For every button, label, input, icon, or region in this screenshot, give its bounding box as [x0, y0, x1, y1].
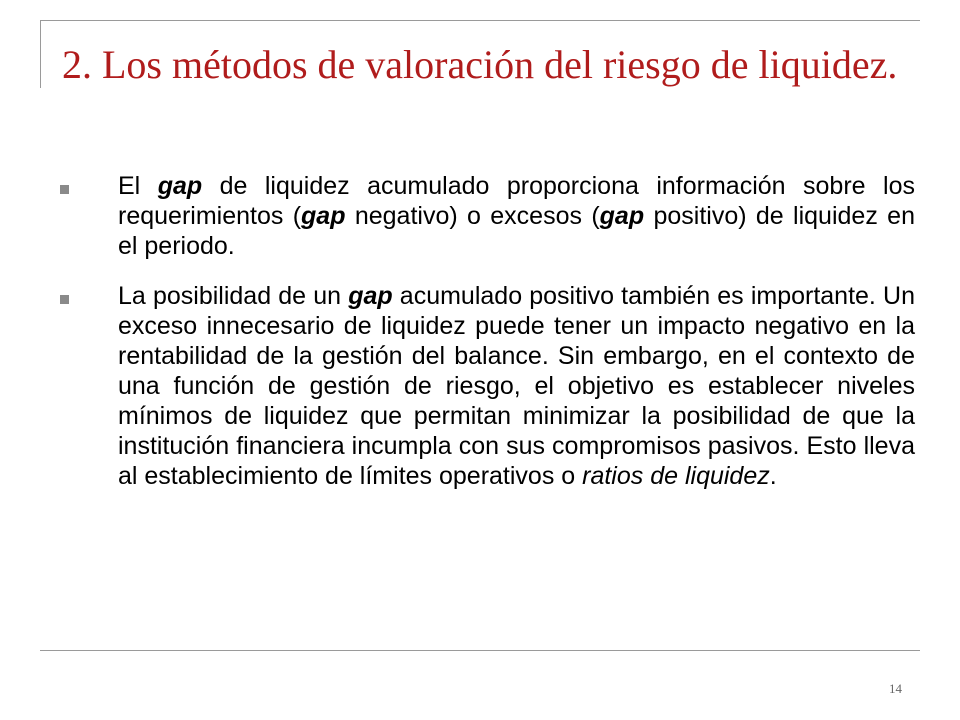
- bullet-list: [60, 171, 915, 491]
- square-bullet-icon: [60, 295, 69, 304]
- page-number: 14: [889, 681, 902, 696]
- bullet-text: La posibilidad de un gap acumulado positivo también es importante. Un exceso innecesario de liquidez puede tener un impacto negativo en la rentabilidad de la gestión del balance. Sin embargo, en el contexto de una función de gestión de riesgo, el objetivo es establecer niveles mínimos de liquidez que permitan minimizar la posibilidad de que la institución financiera incumpla con sus compromisos pasivos. Esto lleva al establecimiento de límites operativos o ratios de liquidez.: [118, 282, 915, 490]
- emphasis-term: gap: [301, 202, 346, 230]
- bottom-rule: [40, 650, 920, 651]
- emphasis-term: gap: [599, 202, 645, 230]
- top-rule: [40, 20, 920, 21]
- emphasis-term: ratios de liquidez: [582, 462, 770, 490]
- square-bullet-icon: [60, 185, 69, 194]
- emphasis-term: gap: [157, 172, 203, 200]
- left-rule: [40, 20, 41, 88]
- bullet-item: [60, 281, 915, 491]
- slide-title: 2. Los métodos de valoración del riesgo de liquidez.: [62, 42, 898, 87]
- emphasis-term: gap: [348, 282, 393, 310]
- bullet-item: [60, 171, 915, 261]
- bullet-text: El gap de liquidez acumulado proporciona información sobre los requerimientos (gap negativo) o excesos (gap positivo) de liquidez en el periodo.: [118, 172, 915, 260]
